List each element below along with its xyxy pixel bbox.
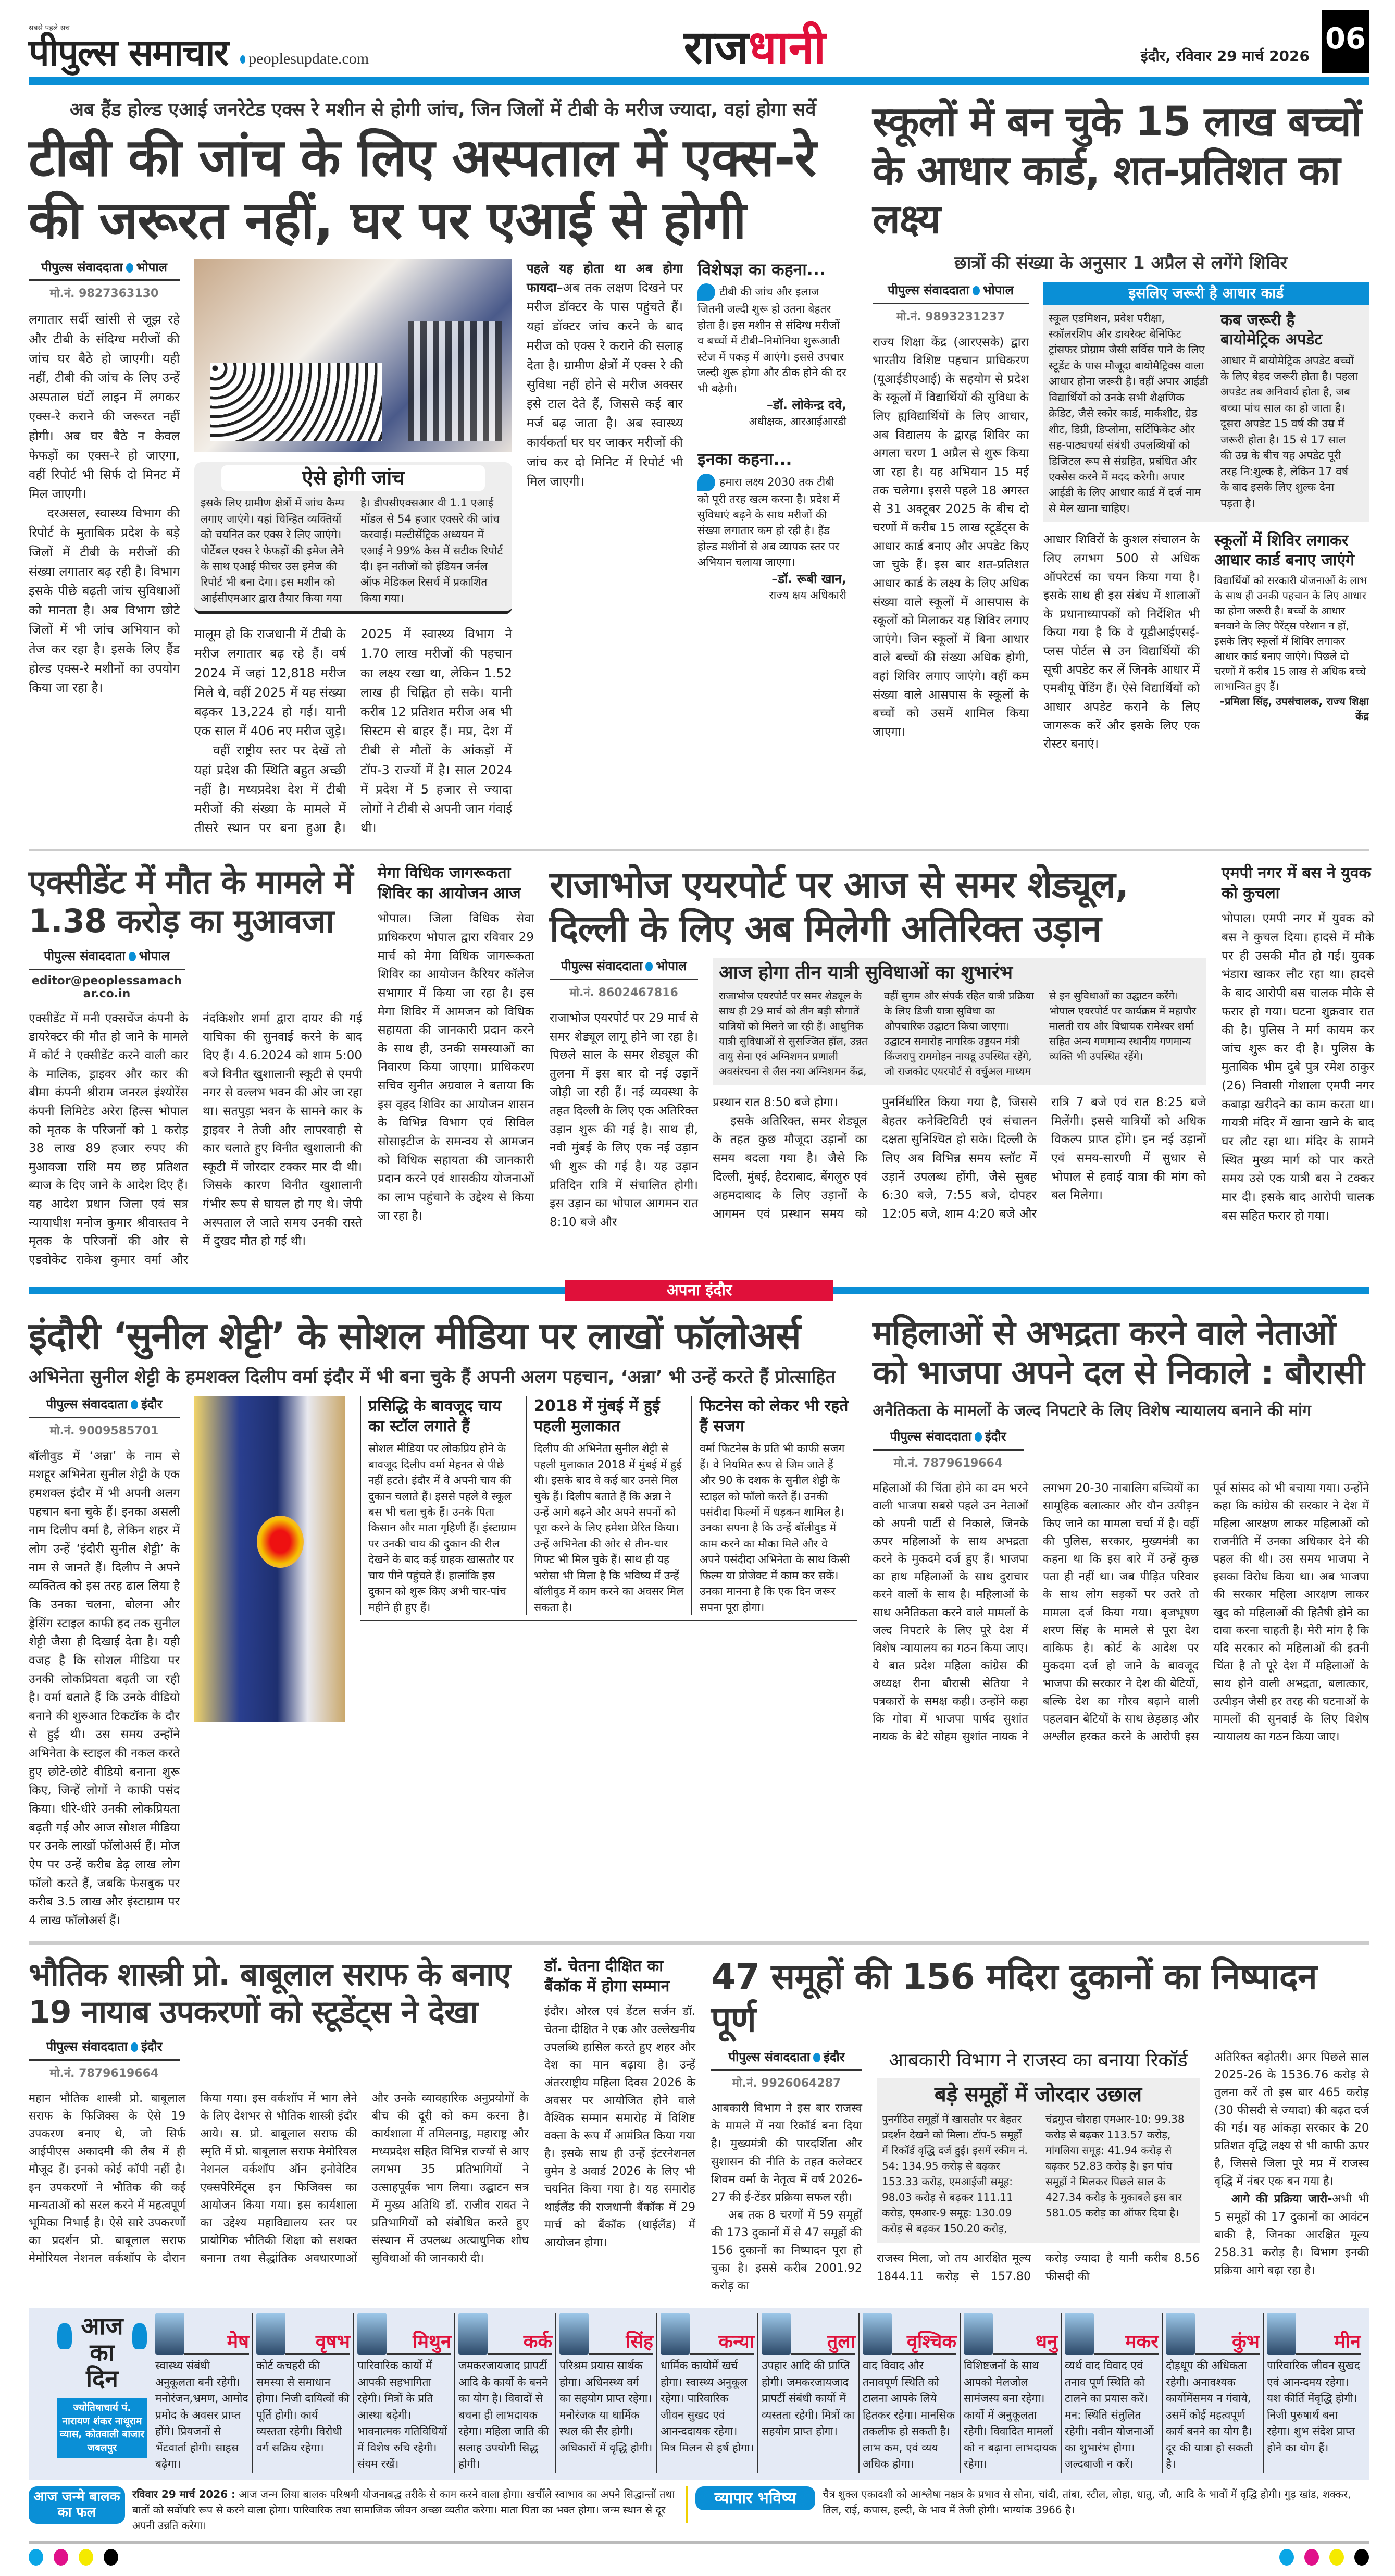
zodiac-header xyxy=(155,2313,249,2355)
tb-col-third xyxy=(527,259,683,491)
zodiac-header xyxy=(256,2313,350,2355)
box-text xyxy=(201,495,506,606)
forecast-row xyxy=(29,2486,1369,2533)
website-link[interactable] xyxy=(240,50,369,73)
byline-city: इंदौर xyxy=(985,1429,1006,1444)
paragraph: वहीं राष्ट्रीय स्तर पर देखें तो यहां प्रदेश की स्थिति बहुत अच्छी नहीं है। मध्यप्रदेश देश में टीबी मरीजों की संख्या के मामले में तीसरे स्थान पर बना हुआ है। 2025 में स्वास्थ्य विभाग ने 1.70 लाख मरीजों की पहचान का लक्ष्य रखा था, लेकिन 1.52 लाख ही चिह्नित हो सके। यानी करीब 12 प्रतिशत मरीज अब भी सिस्टम से बाहर हैं। मप्र, देश में टीबी से मौतों के आंकड़ों में टॉप-3 राज्यों में है। साल 2024 में प्रदेश में 5 हजार से ज्यादा लोगों ने टीबी से अपनी जान गंवाई थी। xyxy=(194,627,512,836)
section-title-part2: धानी xyxy=(748,20,826,75)
bullet-icon xyxy=(126,263,133,273)
quote-icon xyxy=(698,474,715,491)
bullet-icon xyxy=(131,1400,138,1409)
zodiac-name: मीन xyxy=(1296,2331,1361,2355)
tb-how-box xyxy=(194,462,512,614)
registration-marks xyxy=(29,2549,1369,2566)
byline-reporter: पीपुल्स संवाददाता xyxy=(46,2039,128,2054)
zodiac-sign xyxy=(758,2313,860,2473)
chetna-headline: डॉ. चेतना दीक्षित का बैंकॉक में होगा सम्मान xyxy=(544,1957,670,1996)
tb-story xyxy=(29,98,857,838)
row-top xyxy=(29,98,1369,838)
mobile-number: मो.नं. 9926064287 xyxy=(732,2077,841,2090)
zodiac-name: सिंह xyxy=(589,2331,653,2355)
airport-body-col1 xyxy=(550,1009,698,1232)
zodiac-header xyxy=(863,2313,956,2355)
zodiac-prediction: परिश्रम प्रयास सार्थक होगा। अधिनस्थ्य वर्ग का सहयोग प्राप्त रहेगा। मनोरंजक या धार्मिक स्थल की सैर होगी। अधिकारों में वृद्धि होगी। xyxy=(559,2359,653,2454)
shetty-sideboxes xyxy=(360,1396,857,1621)
women-story xyxy=(873,1314,1369,1747)
zodiac-sign xyxy=(657,2313,758,2473)
aadhaar-body-col2 xyxy=(1043,531,1200,754)
birth-label: आज जन्मे बालक का फल xyxy=(29,2486,125,2524)
shetty-subhead: अभिनेता सुनील शेट्टी के हमशक्ल दिलीप वर्मा इंदौर में भी बना चुके हैं अपनी अलग पहचान, ‘अन्ना’ भी उन्हें करते हैं प्रोत्साहित xyxy=(29,1367,836,1388)
page-number: 06 xyxy=(1322,10,1369,73)
quote-title: इनका कहना... xyxy=(698,449,792,469)
paragraph: महान भौतिक शास्त्री प्रो. बाबूलाल सराफ के फिजिक्स के ऐसे 19 उपकरण बनाए थे, जो सिर्फ आईपीएस अकादमी की लैब में ही मौजूद हैं। इनको कोई कॉपी नहीं है। इन उपकरणों ने भौतिक की कई मान्यताओं को सरल करने में महत्वपूर्ण भूमिका निभाई है। ऐसे सारे उपकरणों का प्रदर्शन प्रो. बाबूलाल सराफ मेमोरियल नेशनल वर्कशॉप के दौरान किया गया। इस वर्कशॉप में भाग लेने के लिए देशभर से भौतिक शास्त्री इंदौर आये। स. प्रो. बाबूलाल सराफ की स्मृति में प्रो. बाबूलाल सराफ मेमोरियल नेशनल वर्कशॉप ऑन इनोवेटिव एक्सपेरिमेंट्स इन फिजिक्स का आयोजन किया गया। इस कार्यशाला का उद्देश्य महाविद्यालय स्तर पर प्रायोगिक भौतिकी शिक्षा को सशक्त बनाना तथा सैद्धांतिक अवधारणाओं और उनके व्यावहारिक अनुप्रयोगों के बीच की दूरी को कम करना है। कार्यशाला में तमिलनाडु, महाराष्ट्र और मध्यप्रदेश सहित विभिन्न राज्यों से आए लगभग 35 प्रतिभागियों ने उत्साहपूर्वक भाग लिया। उद्घाटन सत्र में मुख्य अतिथि डॉ. राजीव रावत ने प्रतिभागियों को संबोधित करते हुए संस्थान में उपलब्ध अत्याधुनिक शोध सुविधाओं की जानकारी दी। xyxy=(29,2092,529,2265)
zodiac-name: तुला xyxy=(791,2331,855,2355)
bus-headline: एमपी नगर में बस ने युवक को कुचला xyxy=(1222,864,1371,903)
airport-story xyxy=(550,863,1206,1232)
paragraph: अतिरिक्त बढ़ोतरी। अगर पिछले साल 2025-26 के 1536.76 करोड़ से तुलना करें तो इस बार 465 करोड़ (30 फीसदी से ज्यादा) की बढ़त दर्ज की गई। यह आंकड़ा सरकार के 20 प्रतिशत वृद्धि लक्ष्य से भी काफी ऊपर है, जिससे जिला पूरे मप्र में राजस्व वृद्धि में नंबर एक बन गया है। xyxy=(1214,2050,1369,2188)
paragraph: मालूम हो कि राजधानी में टीबी के मरीज लगातार बढ़ रहे हैं। वर्ष 2024 में जहां 12,818 मरीज मिले थे, वहीं 2025 में यह संख्या बढ़कर 13,224 हो गई। यानी एक साल में 406 नए मरीज जुड़े। xyxy=(194,627,346,739)
airport-columns xyxy=(550,958,1206,1232)
section-label-apna-indore: अपना इंदौर xyxy=(565,1280,833,1301)
paragraph: दरअसल, स्वास्थ्य विभाग की रिपोर्ट के मुताबिक प्रदेश के बड़े जिलों में टीबी के मरीजों की संख्या लगातार बढ़ रही है। विभाग इसके पीछे बढ़ती जांच सुविधाओं को मानता है। अब विभाग छोटे जिलों में भी जांच अभियान को तेज कर रहा है। इसके लिए हैंड होल्ड एक्स-रे मशीनों का उपयोग किया जा रहा है। xyxy=(29,506,180,695)
byline xyxy=(711,2049,862,2071)
sidebox-title: 2018 में मुंबई में हुई पहली मुलाकात xyxy=(534,1397,660,1436)
camp-attribution: –प्रमिला सिंह, उपसंचालक, राज्य शिक्षा केंद्र xyxy=(1219,695,1369,723)
masthead-rule xyxy=(29,77,1369,85)
shetty-photo xyxy=(194,1396,345,1722)
section-header xyxy=(29,1280,1369,1301)
zodiac-prediction: कोर्ट कचहरी की समस्या से समाधान होगा। निजी दायित्वों की पूर्ति होगी। कार्य व्यस्तता रहेगी। विरोधी वर्ग सक्रिय रहेगा। xyxy=(256,2359,350,2454)
zodiac-header xyxy=(559,2313,653,2355)
paragraph: आबकारी विभाग ने इस बार राजस्व के मामले में नया रिकॉर्ड बना दिया है। मुख्यमंत्री की पारदर्शिता और सुशासन की नीति के तहत कलेक्टर शिवम वर्मा के नेतृत्व में वर्ष 2026-27 की ई-टेंडर प्रक्रिया सफल रही। xyxy=(711,2102,862,2204)
quote-text: हमारा लक्ष्य 2030 तक टीबी को पूरी तरह खत्म करना है। प्रदेश में सुविधाएं बढ़ने के साथ मरीजों की संख्या लगातार कम हो रही है। हैंड होल्ड मशीनों से अब व्यापक स्तर पर अभियान चलाया जाएगा। xyxy=(698,475,840,569)
sidebox-text: वर्मा फिटनेस के प्रति भी काफी सजग हैं। वे नियमित रूप से जिम जाते हैं और 90 के दशक के सुनील शेट्टी के स्टाइल को फॉलो करते हैं। उनकी पसंदीदा फिल्मों में धड़कन शामिल है। उनका सपना है कि उन्हें बॉलीवुड में काम करने का मौका मिले और वे अपने पसंदीदा अभिनेता के साथ किसी फिल्म या प्रोजेक्ट में काम कर सकें। उनका मानना है कि एक दिन जरूर सपना पूरा होगा। xyxy=(700,1442,850,1614)
cancer-icon xyxy=(458,2313,488,2355)
bullet-icon xyxy=(813,2053,820,2062)
aadhaar-lower xyxy=(1043,531,1369,754)
biometric-box xyxy=(1220,311,1359,511)
airport-col-left xyxy=(550,958,698,1232)
byline xyxy=(873,282,1029,304)
quote-icon xyxy=(698,283,715,301)
row-second xyxy=(29,863,1374,1269)
box-title: बड़े समूहों में जोरदार उछाल xyxy=(934,2083,1142,2107)
registration-dot-black xyxy=(1354,2549,1369,2566)
paragraph: आधार शिविरों के कुशल संचालन के लिए लगभग 500 से अधिक ऑपरेटर्स का चयन किया गया है। इसके साथ ही इस संबंध में शालाओं के प्रधानाध्यापकों को निर्देशित भी किया गया है कि वे यूडीआईएसई-प्लस पोर्टल से उन विद्यार्थियों की सूची अपडेट कर लें जिनके आधार में एमबीयू पेंडिंग हैं। ऐसे विद्यार्थियों को आधार अपडेट कराने के लिए जागरूक करें और इसके लिए एक रोस्टर बनाएं। xyxy=(1043,533,1200,751)
zodiac-sign xyxy=(860,2313,961,2473)
women-byline-block xyxy=(873,1428,1024,1470)
capricorn-icon xyxy=(1065,2313,1094,2355)
legal-camp-body xyxy=(378,910,534,1225)
email-address[interactable]: editor@peoplessamachar.co.in xyxy=(31,974,182,1000)
sidebox-text: दिलीप की अभिनेता सुनील शेट्टी से पहली मुलाकात 2018 में मुंबई में हुई थी। इसके बाद वे कई बार उनसे मिल चुके हैं। दिलीप बताते हैं कि अन्ना ने उन्हें आगे बढ़ने और अपने सपनों को पूरा करने के लिए हमेशा प्रेरित किया। उन्हें अभिनेता की ओर से तीन-चार गिफ्ट भी मिल चुके हैं। साथ ही यह भरोसा भी मिला है कि भविष्य में उन्हें बॉलीवुड में काम करने का अवसर मिल सकता है। xyxy=(534,1442,684,1614)
shetty-sidebox xyxy=(691,1396,857,1615)
aadhaar-box-header: इसलिए जरूरी है आधार कार्ड xyxy=(1043,282,1369,305)
aadhaar-col-right xyxy=(1043,282,1369,754)
shetty-columns xyxy=(29,1396,857,1930)
physics-story xyxy=(29,1956,529,2268)
paragraph-lead: पहले यह होता था अब होगा फायदा– xyxy=(527,261,683,295)
zodiac-sign xyxy=(455,2313,556,2473)
paragraph: बॉलीवुड में ‘अन्ना’ के नाम से मशहूर अभिनेता सुनील शेट्टी के एक हमशक्ल इंदौर में भी अपनी अलग पहचान बना चुके हैं। इनका असली नाम दिलीप वर्मा है, लेकिन शहर में लोग उन्हें ‘इंदौरी सुनील शेट्टी’ के नाम से जानते हैं। दिलीप ने अपने व्यक्तित्व को इस तरह ढाल लिया है कि उनका चलना, बोलना और ड्रेसिंग स्टाइल काफी हद तक सुनील शेट्टी जैसा ही दिखाई देता है। यही वजह है कि सोशल मीडिया पर उनकी लोकप्रियता बढ़ती जा रही है। वर्मा बताते हैं कि उनके वीडियो बनाने की शुरुआत टिकटॉक के दौर से हुई थी। उस समय उन्होंने अभिनेता के स्टाइल की नकल करते हुए छोटे-छोटे वीडियो बनाना शुरू किए, जिन्हें लोगों ने काफी पसंद किया। धीरे-धीरे उनकी लोकप्रियता बढ़ती गई और आज सोशल मीडिया पर उनके लाखों फॉलोअर्स हैं। मोज ऐप पर उन्हें करीब डेढ़ लाख लोग फॉलो करते हैं, जबकि फेसबुक पर करीब 3.5 लाख और इंस्टाग्राम पर 4 लाख फॉलोअर्स हैं। xyxy=(29,1449,180,1927)
shetty-body-col1 xyxy=(29,1447,180,1930)
zodiac-name: कन्या xyxy=(690,2331,754,2355)
zodiac-prediction: विशिष्टजनों के साथ आपको मेलजोल सामंजस्य बना रहेगा। कार्यो में अनुकूलता रहेगी। विवादित मामलों को न बढ़ाना लाभदायक रहेगा। xyxy=(964,2359,1057,2471)
sidebox-title: फिटनेस को लेकर भी रहते हैं सजग xyxy=(700,1397,849,1436)
chetna-story xyxy=(544,1956,695,2251)
horoscope-panel xyxy=(29,2308,1369,2480)
byline xyxy=(873,1428,1024,1451)
scorpio-icon xyxy=(863,2313,892,2355)
zodiac-sign xyxy=(354,2313,455,2473)
taurus-icon xyxy=(256,2313,285,2355)
ganesh-icon xyxy=(57,2323,72,2349)
paragraph: राजस्व मिला, जो तय आरक्षित मूल्य 1844.11 करोड़ से 157.80 करोड़ ज्यादा है यानी करीब 8.56 फीसदी की xyxy=(877,2252,1200,2283)
byline-reporter: पीपुल्स संवाददाता xyxy=(561,959,643,974)
row-third xyxy=(29,1314,1369,1930)
bullet-icon xyxy=(645,962,653,971)
paragraph: प्रस्थान रात 8:50 बजे होगा। xyxy=(713,1096,838,1110)
bus-body xyxy=(1222,910,1374,1225)
accident-story xyxy=(29,863,362,1269)
quote-body xyxy=(698,283,846,397)
byline-reporter: पीपुल्स संवाददाता xyxy=(44,949,126,964)
zodiac-sign xyxy=(253,2313,354,2473)
physics-byline-block xyxy=(29,2038,180,2080)
airport-col-right xyxy=(713,958,1206,1223)
logo-block xyxy=(29,23,228,73)
mobile-number: मो.नं. 9009585701 xyxy=(49,1424,159,1438)
aquarius-icon xyxy=(1166,2313,1195,2355)
women-body xyxy=(873,1480,1369,1746)
biometric-text: आधार में बायोमेट्रिक अपडेट बच्चों के लिए बेहद जरूरी होता है। पहला अपडेट तब अनिवार्य होता है, जब बच्चा पांच साल का हो जाता है। दूसरा अपडेट 15 वर्ष की उम्र में जरूरी होता है। 15 से 17 साल की उम्र के बीच यह अपडेट पूरी तरह नि:शुल्क है, लेकिन 17 वर्ष के बाद इसके लिए शुल्क देना पड़ता है। xyxy=(1220,354,1358,510)
registration-dot-cyan xyxy=(1279,2549,1294,2566)
excise-col-middle xyxy=(877,2049,1200,2286)
excise-subhead: आबकारी विभाग ने राजस्व का बनाया रिकॉर्ड xyxy=(889,2049,1188,2071)
registration-dot-yellow xyxy=(79,2549,93,2566)
box-title: ऐसे होगी जांच xyxy=(221,465,485,491)
aadhaar-columns xyxy=(873,282,1369,754)
quote-name: –डॉ. रूबी खान, xyxy=(771,571,846,586)
byline-city: भोपाल xyxy=(656,959,687,974)
zodiac-header xyxy=(1065,2313,1159,2355)
aadhaar-col-left xyxy=(873,282,1029,742)
zodiac-sign xyxy=(152,2313,253,2473)
tb-body-col3 xyxy=(527,259,683,491)
box-title: आज होगा तीन यात्री सुविधाओं का शुभारंभ xyxy=(719,962,1013,984)
zodiac-header xyxy=(357,2313,451,2355)
byline-city: इंदौर xyxy=(141,2039,163,2054)
row-divider xyxy=(29,849,1369,851)
birth-text-block xyxy=(132,2486,679,2533)
zodiac-header xyxy=(661,2313,754,2355)
paragraph: आगे की प्रक्रिया जारी-अभी भी 5 समूहों की 17 दुकानों का आवंटन बाकी है, जिनका आरक्षित मूल्य 258.31 करोड़ है। विभाग इनकी प्रक्रिया आगे बढ़ा रहा है। xyxy=(1214,2193,1369,2277)
tb-col-left xyxy=(29,259,180,698)
registration-dot-magenta xyxy=(1304,2549,1319,2566)
zodiac-header xyxy=(1267,2313,1361,2355)
zodiac-sign xyxy=(1062,2313,1163,2473)
paragraph: राजाभोज एयरपोर्ट पर 29 मार्च से समर शेड्यूल लागू होने जा रहा है। पिछले साल के समर शेड्यूल की तुलना में इस बार दो नई उड़ानें जोड़ी जा रही हैं। नई व्यवस्था के तहत दिल्ली के लिए एक अतिरिक्त उड़ान शुरू की गई है। साथ ही, नवी मुंबई के लिए एक नई उड़ान भी शुरू की गई है। यह उड़ान प्रतिदिन रात्रि में संचालित होगी। इस उड़ान का भोपाल आगमन रात 8:10 बजे और xyxy=(550,1011,698,1229)
excise-body-col1 xyxy=(711,2100,862,2295)
shetty-sidebox xyxy=(526,1396,691,1615)
mobile-number: मो.नं. 9893231237 xyxy=(896,310,1005,324)
aries-icon xyxy=(155,2313,184,2355)
quote-body xyxy=(698,474,846,571)
paragraph: पहले यह होता था अब होगा फायदा–अब तक लक्षण दिखने पर मरीज डॉक्टर के पास पहुंचते हैं। यहां डॉक्टर जांच करने के बाद मरीज को एक्स रे कराने की सलाह देता है। ग्रामीण क्षेत्रों में एक्स रे की सुविधा नहीं होने से मरीज अक्सर इसे टाल देते हैं, जिससे कई बार मर्ज बढ़ जाता है। अब स्वास्थ्य कार्यकर्ता घर घर जाकर मरीजों की जांच कर दो मिनिट में रिपोर्ट भी मिल जाएगी। xyxy=(527,261,683,489)
aadhaar-headline: स्कूलों में बन चुके 15 लाख बच्चों के आधार कार्ड, शत-प्रतिशत का लक्ष्य xyxy=(873,98,1362,243)
expert-quote-1 xyxy=(698,259,846,429)
zodiac-prediction: व्यर्थ वाद विवाद एवं तनाव पूर्ण स्थिति को टालने का प्रयास करें। मन: स्थिति संतुलित रहेगी। नवीन योजनाओं का शुभारंभ होगा। जल्दबाजी न करें। xyxy=(1065,2359,1154,2471)
byline xyxy=(29,1396,180,1418)
paragraph: इंदौर। ओरल एवं डेंटल सर्जन डॉ. चेतना दीक्षित ने एक और उल्लेखनीय उपलब्धि हासिल करते हुए शहर और देश का मान बढ़ाया है। उन्हें अंतरराष्ट्रीय महिला दिवस 2026 के अवसर पर आयोजित होने वाले वैश्विक सम्मान समारोह में विशिष्ट वक्ता के रूप में आमंत्रित किया गया है। इसके साथ ही उन्हें इंटरनेशनल वुमेन डे अवार्ड 2026 के लिए भी चयनित किया गया है। यह समारोह थाईलैंड की राजधानी बैंकॉक में 29 मार्च को बैंकॉक (थाईलैंड) में आयोजन होगा। xyxy=(544,2005,695,2249)
shetty-col-left xyxy=(29,1396,180,1930)
quote-name: –डॉ. लोकेन्द्र दवे, xyxy=(766,398,846,413)
sidebox-title: प्रसिद्धि के बावजूद चाय का स्टॉल लगाते हैं xyxy=(368,1397,502,1436)
zodiac-prediction: दौड़धूप की अधिकता रहेगी। अनावश्यक कार्योमेंसमय न गंवाये, उसमें कोई महत्वपूर्ण कार्य बनने का योग है। दूर की यात्रा हो सकती है। xyxy=(1166,2359,1253,2471)
aadhaar-story xyxy=(873,98,1369,754)
excise-body-col3 xyxy=(1214,2049,1369,2280)
zodiac-name: धनु xyxy=(993,2331,1057,2355)
mobile-number: मो.नं. 8602467816 xyxy=(569,986,678,999)
aadhaar-subhead: छात्रों की संख्या के अनुसार 1 अप्रैल से लगेंगे शिविर xyxy=(954,252,1288,274)
shetty-headline: इंदौरी ‘सुनील शेट्टी’ के सोशल मीडिया पर लाखों फॉलोअर्स xyxy=(29,1314,801,1358)
zodiac-name: कर्क xyxy=(488,2331,552,2355)
byline xyxy=(29,2038,180,2061)
zodiac-prediction: जमकरजायजाद प्रापर्टी आदि के कार्यो के बनने का योग है। विवादों से बचना ही लाभदायक रहेगा। महिला जाति की सलाह उपयोगी सिद्ध होगी। xyxy=(458,2359,549,2471)
byline-city: इंदौर xyxy=(824,2049,845,2064)
zodiac-prediction: स्वास्थ्य संबंधी अनुकूलता बनी रहेगी। मनोरंजन,भ्रमण, आमोद प्रमोद के अवसर प्राप्त होंगे। प्रियजनों से भेंटवार्ता होगी। साहस बढ़ेगा। xyxy=(155,2359,248,2471)
divider xyxy=(686,2486,688,2523)
airport-body-col2 xyxy=(713,1094,1206,1223)
registration-dot-cyan xyxy=(29,2549,43,2566)
aadhaar-body-col1 xyxy=(873,333,1029,742)
byline-city: इंदौर xyxy=(141,1397,163,1412)
zodiac-name: वृषभ xyxy=(285,2331,350,2355)
box-text: पुनर्गठित समूहों में खासतौर पर बेहतर प्रदर्शन देखने को मिला। टॉप-5 समूहों में रिकॉर्ड वृद्धि दर्ज हुई। इसमें स्कीम नं. 54: 134.95 करोड़ से बढ़कर 153.33 करोड़, एमआईजी समूह: 98.03 करोड़ से बढ़कर 111.11 करोड़, एमआर-9 समूह: 130.09 करोड़ से बढ़कर 150.20 करोड़, चंद्रगुप्त चौराहा एमआर-10: 99.38 करोड़ से बढ़कर 113.57 करोड़, मांगलिया समूह: 41.94 करोड़ से बढ़कर 52.83 करोड़ है। इन पांच समूहों ने मिलकर पिछले साल के 427.34 करोड़ के मुकाबले इस बार 581.05 करोड़ का ऑफर दिया है। xyxy=(882,2113,1185,2235)
accident-body xyxy=(29,1010,362,1270)
paragraph: एक्सीडेंट में मनी एक्सचेंज कंपनी के डायरेक्टर की मौत हो जाने के मामले में कोर्ट ने एक्सीडेंट करने वाली कार के मालिक, ड्राइवर और कार की बीमा कंपनी श्रीराम जनरल इंश्योरेंस कंपनी लिमिटेड अरेरा हिल्स भोपाल को मृतक के परिजनों को 1 करोड़ 38 लाख 89 हजार रुपए की मुआवजा राशि मय छह प्रतिशत ब्याज के दिए जाने के आदेश दिए हैं। यह आदेश प्रधान जिला एवं सत्र न्यायाधीश मनोज कुमार श्रीवास्तव ने मृतक के परिजनों की ओर से एडवोकेट राकेश कुमार वर्मा और नंदकिशोर शर्मा द्वारा दायर की गई याचिका की सुनवाई करने के बाद दिए हैं। 4.6.2024 को शाम 5:00 बजे विनीत खुशालानी स्कूटी से एमपी नगर से वल्लभ भवन की ओर जा रहा था। सतपुड़ा भवन के सामने कार के ड्राइवर ने तेजी और लापरवाही से कार चलाते हुए विनीत खुशालानी की स्कूटी में जोरदार टक्कर मार दी थी।जिसके कारण विनीत खुशालानी गंभीर रूप से घायल हो गए थे। जेपी अस्पताल ले जाते समय उनकी रास्ते में दुखद मौत हो गई थी। xyxy=(29,1011,362,1267)
byline xyxy=(29,948,185,970)
birth-date: रविवार 29 मार्च 2026 : xyxy=(132,2487,236,2500)
shetty-story xyxy=(29,1314,857,1930)
bullet-icon xyxy=(131,2042,138,2052)
registration-group-left xyxy=(29,2549,118,2566)
sagittarius-icon xyxy=(964,2313,993,2355)
shetty-sidebox xyxy=(360,1396,526,1615)
libra-icon xyxy=(762,2313,791,2355)
leo-icon xyxy=(559,2313,589,2355)
excise-groups-box xyxy=(877,2078,1200,2243)
mobile-number: मो.नं. 7879619664 xyxy=(893,1456,1003,1470)
excise-col-left xyxy=(711,2049,862,2296)
footer-rule xyxy=(29,2541,1369,2544)
byline-reporter: पीपुल्स संवाददाता xyxy=(46,1397,128,1412)
masthead xyxy=(29,10,1369,77)
camp-text: विद्यार्थियों को सरकारी योजनाओं के लाभ के साथ ही उनकी पहचान के लिए आधार का होना जरूरी है। बच्चों के आधार बनवाने के लिए पैरेंट्स परेशान न हों, इसके लिए स्कूलों में शिविर लगाकर आधार कार्ड बनाए जाएंगे। पिछले दो चरणों में करीब 15 लाख से अधिक बच्चे लाभान्वित हुए हैं। xyxy=(1214,574,1367,693)
zodiac-header xyxy=(964,2313,1057,2355)
byline xyxy=(29,259,180,281)
tb-body-col2 xyxy=(194,625,512,838)
virgo-icon xyxy=(661,2313,690,2355)
business-label: व्यापार भविष्य xyxy=(695,2486,815,2511)
paragraph: भोपाल। जिला विधिक सेवा प्राधिकरण भोपाल द्वारा रविवार 29 मार्च को मेगा विधिक जागरूकता शिविर का आयोजन कैरियर कॉलेज सभागार में किया जा रहा है। इस मेगा शिविर में आमजन को विधिक सहायता की जानकारी प्रदान करने के साथ ही, उनकी समस्याओं का निवारण किया जाएगा। प्राधिकरण सचिव सुनीत अग्रवाल ने बताया कि इस वृहद शिविर का आयोजन शासन के विभिन्न विभाग एवं सिविल सोसाइटीज के समन्वय से आमजन को विधिक सहायता की जानकारी प्रदान करने एवं शासकीय योजनाओं का लाभ पहुंचाने के उद्देश्य से किया जा रहा है। xyxy=(378,912,534,1223)
expert-quote-2 xyxy=(698,449,846,603)
tb-body-col1 xyxy=(29,310,180,698)
sidebox-text: सोशल मीडिया पर लोकप्रिय होने के बावजूद दिलीप वर्मा मेहनत से पीछे नहीं हटते। इंदौर में वे अपनी चाय की दुकान चलाते हैं। इससे पहले वे स्कूल बस भी चला चुके हैं। उनके पिता किसान और माता गृहिणी हैं। इंस्टाग्राम पर उनकी चाय की दुकान की रील देखने के बाद कई ग्राहक खासतौर पर चाय पीने पहुंचते हैं। हालांकि इस दुकान को शुरू किए अभी चार-पांच महीने ही हुए हैं। xyxy=(368,1442,517,1614)
horoscope-title-block xyxy=(57,2313,147,2458)
bullet-icon xyxy=(973,286,980,295)
row-divider xyxy=(29,1941,1369,1945)
business-text: चैत्र शुक्ल एकादशी को आश्लेषा नक्षत्र के प्रभाव से सोना, चांदी, तांबा, स्टील, लोहा, धातु, जौ, आदि के भावों में वृद्धि होगी। गुड़ खांड, शक्कर, तिल, राई, कपास, हल्दी, के भाव में तेजी होगी। भाग्यांक 3966 है। xyxy=(823,2487,1351,2516)
logo-tagline: सबसे पहले सच xyxy=(29,24,70,32)
legal-camp-headline: मेगा विधिक जागरूकता शिविर का आयोजन आज xyxy=(378,864,521,903)
zodiac-name: मकर xyxy=(1094,2331,1159,2355)
byline-reporter: पीपुल्स संवाददाता xyxy=(888,282,969,298)
horoscope-author: ज्योतिषाचार्य पं. नारायण शंकर नाथूराम व्यास, कोतवाली बाजार जबलपुर xyxy=(57,2398,147,2458)
bullet-icon xyxy=(975,1432,982,1442)
bus-story xyxy=(1222,863,1374,1225)
paragraph: महिलाओं की चिंता होने का दम भरने वाली भाजपा सबसे पहले उन नेताओं को अपनी पार्टी से निकाले, जिनके ऊपर महिलाओं के साथ अभद्रता करने के मुकदमे दर्ज हुए हैं। भाजपा का हाथ महिलाओं के साथ दुराचार करने वालों के साथ है। महिलाओं के साथ अनैतिकता करने वाले मामलों के जल्द निपटारे के लिए पूरे देश में विशेष न्यायालय का गठन किया जाए। ये बात प्रदेश महिला कांग्रेस की अध्यक्ष रीना बौरासी सेतिया ने पत्रकारों के समक्ष कही। उन्होंने कहा कि गोवा में भाजपा पार्षद सुशांत नायक के बेटे सोहम सुशांत नायक ने लगभग 20-30 नाबालिग बच्चियों का सामूहिक बलात्कार और यौन उत्पीड़न किए जाने का मामला चर्चा में है। वहीं की पुलिस, सरकार, मुख्यमंत्री का कहना था कि इस बारे में उन्हें कुछ पता ही नहीं था। जब पीड़ित परिवार के साथ लोग सड़कों पर उतरे तो मामला दर्ज किया गया। बृजभूषण शरण सिंह के मामले से पूरा देश वाकिफ है। कोर्ट के आदेश पर मुकदमा दर्ज हो जाने के बावजूद भाजपा की सरकार ने देश की बेटियों, बल्कि देश का गौरव बढ़ाने वाली पहलवान बेटियों के साथ छेड़छाड़ और अश्लील हरकत करने के आरोपी इस पूर्व सांसद को भी बचाया गया। उन्होंने कहा कि कांग्रेस की सरकार ने देश में महिला आरक्षण लाकर महिलाओं को राजनीति में उनका अधिकार देने की पहल की थी। उस समय भाजपा ने इसका विरोध किया था। अब भाजपा की सरकार महिला आरक्षण लाकर खुद को महिलाओं की हितैषी होने का दावा करना चाहती है। मेरी मांग है कि यदि सरकार को महिलाओं की इतनी चिंता है तो पूरे देश में महिलाओं के साथ होने वाली अभद्रता, बलात्कार, उत्पीड़न जैसी हर तरह की घटनाओं के मामलों की सुनवाई के लिए विशेष न्यायालय का गठन किया जाए। xyxy=(873,1481,1369,1744)
globe-icon xyxy=(240,55,245,64)
zodiac-prediction: पारिवारिक कार्यो में आपकी सहभागिता रहेगी। मित्रों के प्रति आस्था बढ़ेगी। भावनात्मक गतिविधियों में विशेष रुचि रहेगी। संयम रखें। xyxy=(357,2359,447,2471)
tb-col-quotes xyxy=(698,259,846,603)
dateline: इंदौर, रविवार 29 मार्च 2026 xyxy=(1140,47,1310,65)
registration-dot-yellow xyxy=(1329,2549,1344,2566)
zodiac-prediction: पारिवारिक जीवन सुखद एवं आनन्दमय रहेगा। यश कीर्ति मेंवृद्धि होगी। निजी पुरुषार्थ बना रहेगा। शुभ संदेश प्राप्त होने का योग हैं। xyxy=(1267,2359,1360,2454)
accident-byline-block xyxy=(29,948,185,1000)
biometric-title: कब जरूरी है बायोमेट्रिक अपडेट xyxy=(1220,311,1323,349)
tb-kicker: अब हैंड होल्ड एआई जनरेटेड एक्स रे मशीन से होगी जांच, जिन जिलों में टीबी के मरीज ज्यादा, वहां होगा सर्वे xyxy=(69,99,816,120)
quote-role: राज्य क्षय अधिकारी xyxy=(769,589,846,602)
byline-city: भोपाल xyxy=(139,949,170,964)
zodiac-header xyxy=(762,2313,855,2355)
section-title-part1: राज xyxy=(683,20,749,75)
mobile-number: मो.नं. 9827363130 xyxy=(49,287,159,301)
zodiac-prediction: उपहार आदि की प्राप्ति होगी। जमकरजायजाद प्रापर्टी संबंधी कार्यो में व्यस्तता रहेगी। मित्रों का सहयोग प्राप्त होगा। xyxy=(762,2359,855,2438)
byline-city: भोपाल xyxy=(982,282,1014,298)
photo-checked-bed xyxy=(408,321,502,441)
airport-headline: राजाभोज एयरपोर्ट पर आज से समर शेड्यूल, दिल्ली के लिए अब मिलेगी अतिरिक्त उड़ान xyxy=(550,863,1129,950)
excise-story xyxy=(711,1956,1369,2295)
zodiac-name: मिथुन xyxy=(387,2331,451,2355)
excise-headline: 47 समूहों की 156 मदिरा दुकानों का निष्पादन पूर्ण xyxy=(711,1956,1317,2041)
horoscope-title: आज का दिन xyxy=(81,2312,123,2393)
tb-col-middle xyxy=(194,259,512,838)
ganesh-icon xyxy=(132,2323,147,2349)
byline-reporter: पीपुल्स संवाददाता xyxy=(890,1429,971,1444)
paragraph: लगातार सर्दी खांसी से जूझ रहे और टीबी के संदिग्ध मरीजों की जांच घर बैठे हो जाएगी। यही नहीं, टीबी की जांच के लिए उन्हें अस्पताल घंटों लाइन में लगकर एक्स-रे कराने की जरूरत नहीं होगी। अब घर बैठे न केवल फेफड़ों का एक्स-रे हो जाएगा, वहीं रिपोर्ट भी सिर्फ दो मिनट में मिल जाएगी। xyxy=(29,312,180,502)
excise-body-col2 xyxy=(877,2250,1200,2285)
byline-city: भोपाल xyxy=(136,259,167,275)
byline-reporter: पीपुल्स संवाददाता xyxy=(41,259,123,275)
airport-facilities-box xyxy=(713,958,1206,1085)
zodiac-prediction: धार्मिक कायोर्में खर्च होगा। स्वास्थ्य अनुकूल रहेगा। पारिवारिक जीवन सुखद एवं आनन्ददायक रहेगा। मित्र मिलन से हर्ष होगा। xyxy=(661,2359,754,2454)
zodiac-name: कुंभ xyxy=(1195,2331,1260,2355)
paragraph: इसके लिए ग्रामीण क्षेत्रों में जांच कैम्प लगाए जाएंगे। यहां चिन्हित व्यक्तियों को चयनित कर एक्स रे लिए जाएंगे। पोर्टेबल एक्स रे फेफड़ों की इमेज लेने के साथ एआई फीचर उस इमेज की रिपोर्ट भी बना देगा। इस मशीन को आईसीएमआर द्वारा तैयार किया गया है। डीपसीएक्सआर वी 1.1 एआई मॉडल से 54 हजार एक्सरे की जांच करवाई। मल्टीसेंट्रिक अध्ययन में एआई ने 99% केस में सटीक रिपोर्ट दी। इन नतीजों को इंडियन जर्नल ऑफ मेडिकल रिसर्च में प्रकाशित किया गया। xyxy=(201,497,503,604)
tb-columns xyxy=(29,259,857,838)
chetna-body xyxy=(544,2003,695,2251)
registration-dot-magenta xyxy=(54,2549,68,2566)
physics-headline: भौतिक शास्त्री प्रो. बाबूलाल सराफ के बनाए 19 नायाब उपकरणों को स्टूडेंट्स ने देखा xyxy=(29,1956,510,2031)
zodiac-name: वृश्चिक xyxy=(892,2331,956,2355)
bullet-icon xyxy=(129,952,136,961)
camp-title: स्कूलों में शिविर लगाकर आधार कार्ड बनाए जाएंगे xyxy=(1214,531,1354,569)
aadhaar-box xyxy=(1043,305,1369,522)
newspaper-logo: पीपुल्स समाचार xyxy=(29,31,228,74)
registration-dot-black xyxy=(104,2549,118,2566)
physics-body xyxy=(29,2090,529,2268)
byline xyxy=(550,958,698,980)
paragraph: भोपाल। एमपी नगर में युवक को बस ने कुचल दिया। हादसे में मौके पर ही उसकी मौत हो गई। युवक भंडारा खाकर लौट रहा था। हादसे के बाद आरोपी बस चालक मौके से फरार हो गया। घटना शुक्रवार रात की है। पुलिस ने मर्ग कायम कर जांच शुरू कर दी है। पुलिस के मुताबिक भीम दुबे पुत्र रमेश ठाकुर (26) निवासी गोशाला एमपी नगर कबाड़ा खरीदने का काम करता था। गायत्री मंदिर में खाना खाने के बाद घर लौट रहा था। मंदिर के सामने स्थित मुख्य मार्ग को पार करते समय उसे एक यात्री बस ने टक्कर मार दी। इसके बाद आरोपी चालक बस सहित फरार हो गया। xyxy=(1222,912,1374,1223)
horoscope-title-wrap xyxy=(57,2313,147,2392)
quote-title: विशेषज्ञ का कहना... xyxy=(698,259,826,279)
birth-text: आज जन्म लिया बालक परिश्रमी योजनाबद्ध तरीके से काम करने वाला होगा। खर्चीले स्वाभाव का अपने सिद्धान्तों तथा बातों को सर्वोपरि रूप से करने वाला होगा। पारिवारिक तथा सामाजिक जीवन अच्छा व्यतीत करेगा। माता पिता का भक्त होगा। जन्म स्थान से दूर अपनी उन्नति करेगा। xyxy=(132,2487,675,2532)
pisces-icon xyxy=(1267,2313,1296,2355)
women-subhead: अनैतिकता के मामलों के जल्द निपटारे के लिए विशेष न्यायालय बनाने की मांग xyxy=(873,1402,1311,1420)
aadhaar-box-text: स्कूल एडमिशन, प्रवेश परीक्षा, स्कॉलरशिप और डायरेक्ट बेनिफिट ट्रांसफर प्रोग्राम जैसी सर्विस पाने के लिए स्टूडेंट के पास मौजूदा बायोमैट्रिक्स वाला आधार होना जरूरी है। वहीं अपार आईडी विद्यार्थियों को उनके सभी शैक्षणिक क्रेडिट, जैसे स्कोर कार्ड, मार्कशीट, ग्रेड शीट, डिग्री, डिप्लोमा, सर्टिफिकेट और सह-पाठ्यचर्या संबंधी उपलब्धियों को डिजिटल रूप से संग्रहित, प्रबंधित और एक्सेस करने में मदद करेगी। अपार आईडी के लिए आधार कार्ड में दर्ज नाम से मेल खाना चाहिए। xyxy=(1049,312,1208,515)
paragraph: इसके अतिरिक्त, समर शेड्यूल के तहत कुछ मौजूदा उड़ानों का समय बदला गया है। जैसे कि दिल्ली, मुंबई, हैदराबाद, बेंगलुरु एवं अहमदाबाद के लिए उड़ानों के आगमन एवं प्रस्थान समय को पुनर्निर्धारित किया गया है, जिससे बेहतर कनेक्टिविटी एवं संचालन दक्षता सुनिश्चित हो सके। दिल्ली के लिए अब विभिन्न समय स्लॉट में उड़ानें उपलब्ध होंगी, जैसे सुबह 6:30 बजे, 7:55 बजे, दोपहर 12:05 बजे, शाम 4:20 बजे और रात्रि 7 बजे एवं रात 8:25 बजे मिलेंगी। इससे यात्रियों को अधिक विकल्प प्राप्त होंगे। इन नई उड़ानों एवं समय-सारणी में सुधार से भोपाल से हवाई यात्रा की मांग को बल मिलेगा। xyxy=(713,1096,1206,1221)
zodiac-sign xyxy=(1264,2313,1364,2473)
mobile-number: मो.नं. 7879619664 xyxy=(49,2067,159,2080)
paragraph: राज्य शिक्षा केंद्र (आरएसके) द्वारा भारतीय विशिष्ट पहचान प्राधिकरण (यूआईडीएआई) के सहयोग से प्रदेश के स्कूलों में विद्यार्थियों की सुविधा के लिए ह्यविद्यार्थियों के लिए आधार, अब विद्यालय के द्वारह्न शिविर का अगला चरण 1 अप्रैल से शुरू किया जा रहा है। यह अभियान 15 मई तक चलेगा। इससे पहले 18 अगस्त से 31 अक्टूबर 2025 के बीच दो चरणों में करीब 15 लाख स्टूडेंट्स के आधार कार्ड बनाए और अपडेट किए जा चुके हैं। इस बार शत-प्रतिशत आधार कार्ड के लक्ष्य के लिए अधिक संख्या वाले स्कूलों में आसपास के स्कूलों को मिलाकर यह शिविर लगाए जाएंगे। जिन स्कूलों में बिना आधार वाले बच्चों की संख्या अधिक होगी, वहां शिविर लगाए जाएंगे। वहीं कम संख्या वाले आसपास के स्कूलों के बच्चों को उसमें शामिल किया जाएगा। xyxy=(873,335,1029,739)
tb-xray-photo xyxy=(194,259,512,452)
zodiac-header xyxy=(458,2313,552,2355)
quote-role: अधीक्षक, आरआईआरडी xyxy=(749,415,846,428)
photo-table xyxy=(210,363,382,441)
legal-camp-story xyxy=(378,863,534,1225)
registration-group-right xyxy=(1279,2549,1369,2566)
paragraph-lead: आगे की प्रक्रिया जारी- xyxy=(1231,2193,1332,2206)
zodiac-sign xyxy=(1163,2313,1264,2473)
zodiac-name: मेष xyxy=(184,2331,249,2355)
section-title xyxy=(381,22,1128,73)
byline-reporter: पीपुल्स संवाददाता xyxy=(728,2049,810,2064)
quote-text: टीबी की जांच और इलाज जितनी जल्दी शुरू हो उतना बेहतर होता है। इस मशीन से संदिग्ध मरीजों व बच्चों में टीबी–निमोनिया शुरूआती स्टेज में पकड़ में आएंगे। इससे उपचार जल्दी शुरू होगा और ठीक होने की दर भी बढ़ेगी। xyxy=(698,286,846,395)
zodiac-signs xyxy=(152,2313,1364,2473)
zodiac-sign xyxy=(961,2313,1062,2473)
box-text: राजाभोज एयरपोर्ट पर समर शेड्यूल के साथ ही 29 मार्च को तीन बड़ी सौगातें यात्रियों को मिलने जा रही हैं। आधुनिक यात्री सुविधाओं से सुसज्जित हॉल, उन्नत वायु सेना एवं अग्निशमन प्रणाली अवसंरचना से लैस नया अग्निशमन केंद्र, वहीं सुगम और संपर्क रहित यात्री प्रक्रिया के लिए डिजी यात्रा सुविधा का औपचारिक उद्घाटन किया जाएगा। उद्घाटन समारोह नागरिक उड्डयन मंत्री किंजरापु राममोहन नायडू उपस्थित रहेंगे, जो राजकोट एयरपोर्ट से वर्चुअल माध्यम से इन सुविधाओं का उद्घाटन करेंगे। भोपाल एयरपोर्ट पर कार्यक्रम में महापौर मालती राय और विधायक रामेश्वर शर्मा सहित अन्य गणमान्य स्थानीय गणमान्य व्यक्ति भी उपस्थित रहेंगे। xyxy=(719,989,1197,1078)
camp-box xyxy=(1214,531,1369,723)
zodiac-prediction: वाद विवाद और तनावपूर्ण स्थिति को टालना आपके लिये हितकर रहेगा। मानसिक तकलीफ हो सकती है। लाभ कम, एवं व्यय अधिक होगा। xyxy=(863,2359,955,2471)
zodiac-header xyxy=(1166,2313,1260,2355)
website-text: peoplesupdate.com xyxy=(248,50,369,67)
zodiac-sign xyxy=(556,2313,657,2473)
tb-headline: टीबी की जांच के लिए अस्पताल में एक्स-रे की जरूरत नहीं, घर पर एआई से होगी xyxy=(29,127,816,251)
accident-headline: एक्सीडेंट में मौत के मामले में 1.38 करोड़ का मुआवजा xyxy=(29,863,353,940)
paragraph: अब तक 8 चरणों में 59 समूहों की 173 दुकानों में से 47 समूहों की 156 दुकानों का निष्पादन पूरा हो चुका है। इससे करीब 2001.92 करोड़ का xyxy=(711,2208,862,2293)
photo-bouquet xyxy=(257,1516,304,1568)
gemini-icon xyxy=(357,2313,387,2355)
excise-columns xyxy=(711,2049,1369,2296)
women-headline: महिलाओं से अभद्रता करने वाले नेताओं को भाजपा अपने दल से निकाले : बौरासी xyxy=(873,1314,1364,1393)
row-fourth xyxy=(29,1956,1369,2295)
